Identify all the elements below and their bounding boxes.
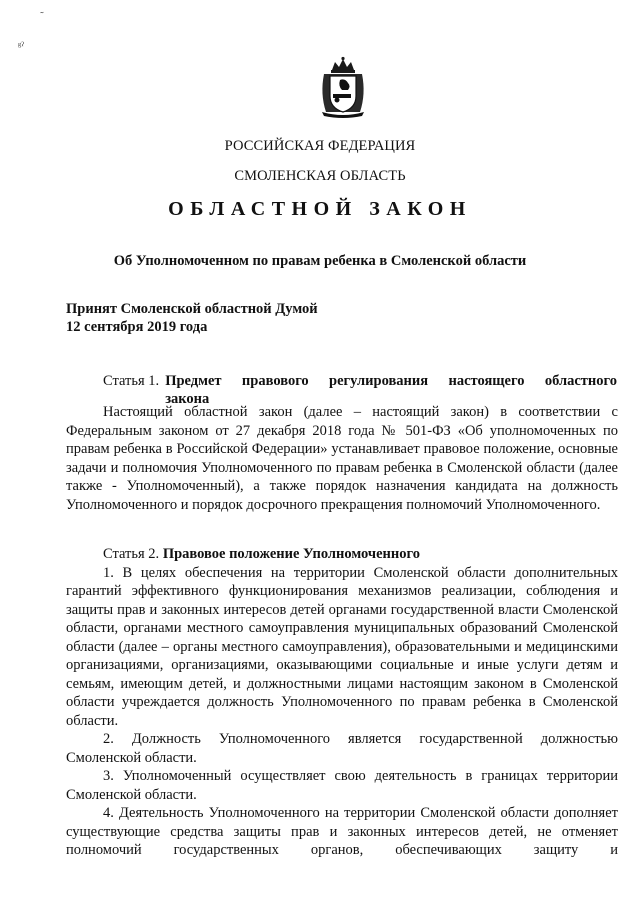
adoption-info xyxy=(66,300,318,336)
article-2-title: Правовое положение Уполномоченного xyxy=(162,546,420,562)
article-1-title: Предмет правового регулирования настоящего областного закона xyxy=(165,373,617,407)
article-2-paragraph-4: 4. Деятельность Уполномоченного на территории Смоленской области дополняет существующие средства защиты прав и законных интересов детей, не отменяет полномочий государственных органов, обеспечивающих защиту и xyxy=(66,805,618,858)
law-title: Об Уполномоченном по правам ребенка в Смоленской области xyxy=(113,253,527,269)
adoption-date: 12 сентября 2019 года xyxy=(66,319,208,335)
document-type-title: ОБЛАСТНОЙ ЗАКОН xyxy=(168,198,472,220)
article-2-paragraph-2: 2. Должность Уполномоченного является государственной должностью Смоленской области. xyxy=(66,731,618,766)
article-1-body xyxy=(66,403,618,514)
coat-of-arms-emblem xyxy=(318,56,368,118)
scan-mark: ᵍˀ xyxy=(18,40,25,52)
article-2-heading xyxy=(66,545,618,564)
scan-mark: ˜ xyxy=(40,10,44,22)
article-2 xyxy=(66,545,618,860)
country-name: РОССИЙСКАЯ ФЕДЕРАЦИЯ xyxy=(224,138,416,154)
article-2-paragraph-3: 3. Уполномоченный осуществляет свою деятельность в границах территории Смоленской области. xyxy=(66,768,618,803)
article-2-paragraph-1: 1. В целях обеспечения на территории Смоленской области дополнительных гарантий эффективного функционирования механизмов реализации, соблюдения и защиты прав и законных интересов детей органами государственной власти Смоленской области, органами местного самоуправления муниципальных образований Смоленской области (далее – органы местного самоуправления), образовательными и медицинскими организациями, организациями, оказывающими социальные и иные услуги детям и семьям, имеющим детей, и должностными лицами настоящим законом в Смоленской области учреждается должность Уполномоченного по правам ребенка в Смоленской области. xyxy=(66,564,618,729)
region-name: СМОЛЕНСКАЯ ОБЛАСТЬ xyxy=(234,168,406,184)
article-1-paragraph: Настоящий областной закон (далее – настоящий закон) в соответствии с Федеральным законом от 27 декабря 2018 года № 501-ФЗ «Об уполномоченных по правам ребенка в Российской Федерации» устанавливает правовое положение, основные задачи и полномочия Уполномоченного по правам ребенка в Смоленской области (далее также - Уполномоченный), а также порядок назначения кандидата на должность Уполномоченного и порядок досрочного прекращения полномочий Уполномоченного. xyxy=(66,404,618,513)
article-2-number: Статья 2. xyxy=(103,546,160,562)
adoption-body: Принят Смоленской областной Думой xyxy=(66,301,318,317)
article-1-number: Статья 1. xyxy=(103,373,160,389)
